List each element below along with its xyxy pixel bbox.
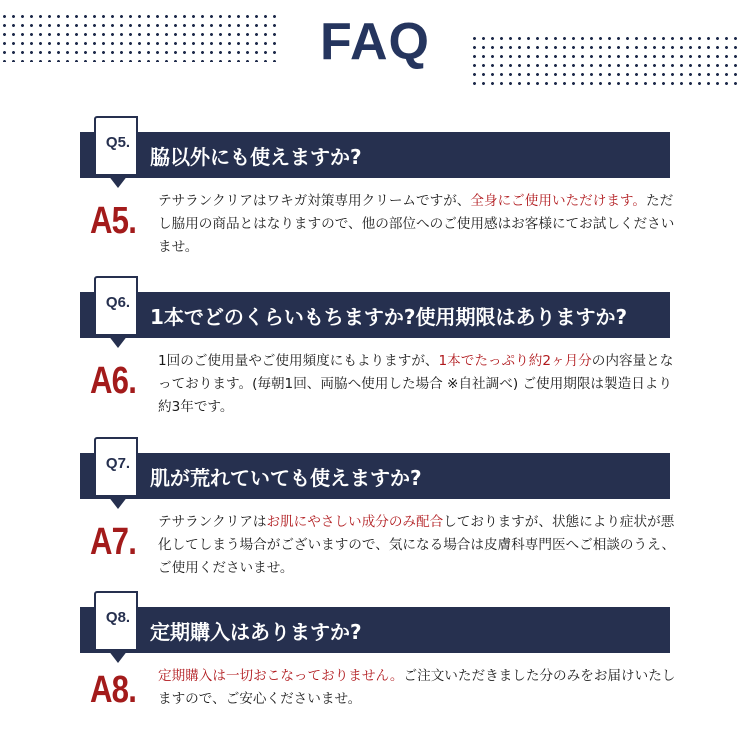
page-title: FAQ: [320, 13, 430, 71]
answer-text: [158, 665, 678, 711]
answer-text: [158, 511, 678, 580]
answer-block: [80, 509, 676, 585]
question-text: 脇以外にも使えますか?: [150, 144, 362, 169]
answer-text-before: テサランクリアは: [158, 514, 267, 530]
question-tag: [94, 437, 138, 497]
answer-text: [158, 190, 678, 259]
question-text: 肌が荒れていても使えますか?: [150, 465, 422, 490]
question-text: 定期購入はありますか?: [150, 619, 362, 644]
answer-text-after: の内容量となっております。(毎朝1回、両脇へ使用した場合 ※自社調べ) ご使用期限は製造日より約3年です。: [158, 353, 674, 415]
answer-highlight: 全身にご使用いただけます。: [470, 193, 647, 209]
answer-text-after: しておりますが、状態により症状が悪化してしまう場合がございますので、気になる場合は皮膚科専門医へご相談のうえ、ご使用くださいませ。: [158, 514, 676, 576]
question-bar: [80, 453, 670, 499]
faq-item-q6: [80, 292, 674, 424]
answer-highlight: 定期購入は一切おこなっておりません。: [158, 668, 404, 684]
question-tag-label: Q8.: [105, 609, 131, 626]
question-tag: [94, 591, 138, 651]
question-bar: [80, 607, 670, 653]
answer-text-before: テサランクリアはワキガ対策専用クリームですが、: [158, 193, 471, 209]
question-tag-label: Q5.: [105, 134, 131, 151]
question-bar: [80, 132, 670, 178]
question-tag: [94, 116, 138, 176]
answer-block: [80, 188, 675, 264]
answer-label: A5.: [90, 200, 137, 242]
faq-item-q7: [80, 453, 676, 585]
answer-label: A7.: [90, 521, 137, 563]
question-tag: [94, 276, 138, 336]
question-tag-label: Q7.: [105, 455, 131, 472]
answer-highlight: 1本でたっぷり約2ヶ月分: [438, 353, 592, 369]
answer-label: A6.: [90, 360, 137, 402]
question-text: 1本でどのくらいもちますか?使用期限はありますか?: [150, 304, 628, 329]
faq-item-q5: [80, 132, 675, 264]
question-tag-label: Q6.: [105, 294, 131, 311]
faq-item-q8: [80, 607, 676, 723]
answer-text: [158, 350, 678, 419]
answer-block: [80, 663, 676, 723]
answer-block: [80, 348, 674, 424]
answer-text-after: ご注文いただきました分のみをお届けいたしますので、ご安心くださいませ。: [158, 668, 676, 707]
answer-text-before: 1回のご使用量やご使用頻度にもよりますが、: [158, 353, 439, 369]
answer-label: A8.: [90, 669, 137, 711]
answer-highlight: お肌にやさしい成分のみ配合: [266, 514, 444, 530]
answer-text-after: ただし脇用の商品とはなりますので、他の部位へのご使用感はお客様にてお試しくださいませ。: [158, 193, 675, 255]
question-bar: [80, 292, 670, 338]
